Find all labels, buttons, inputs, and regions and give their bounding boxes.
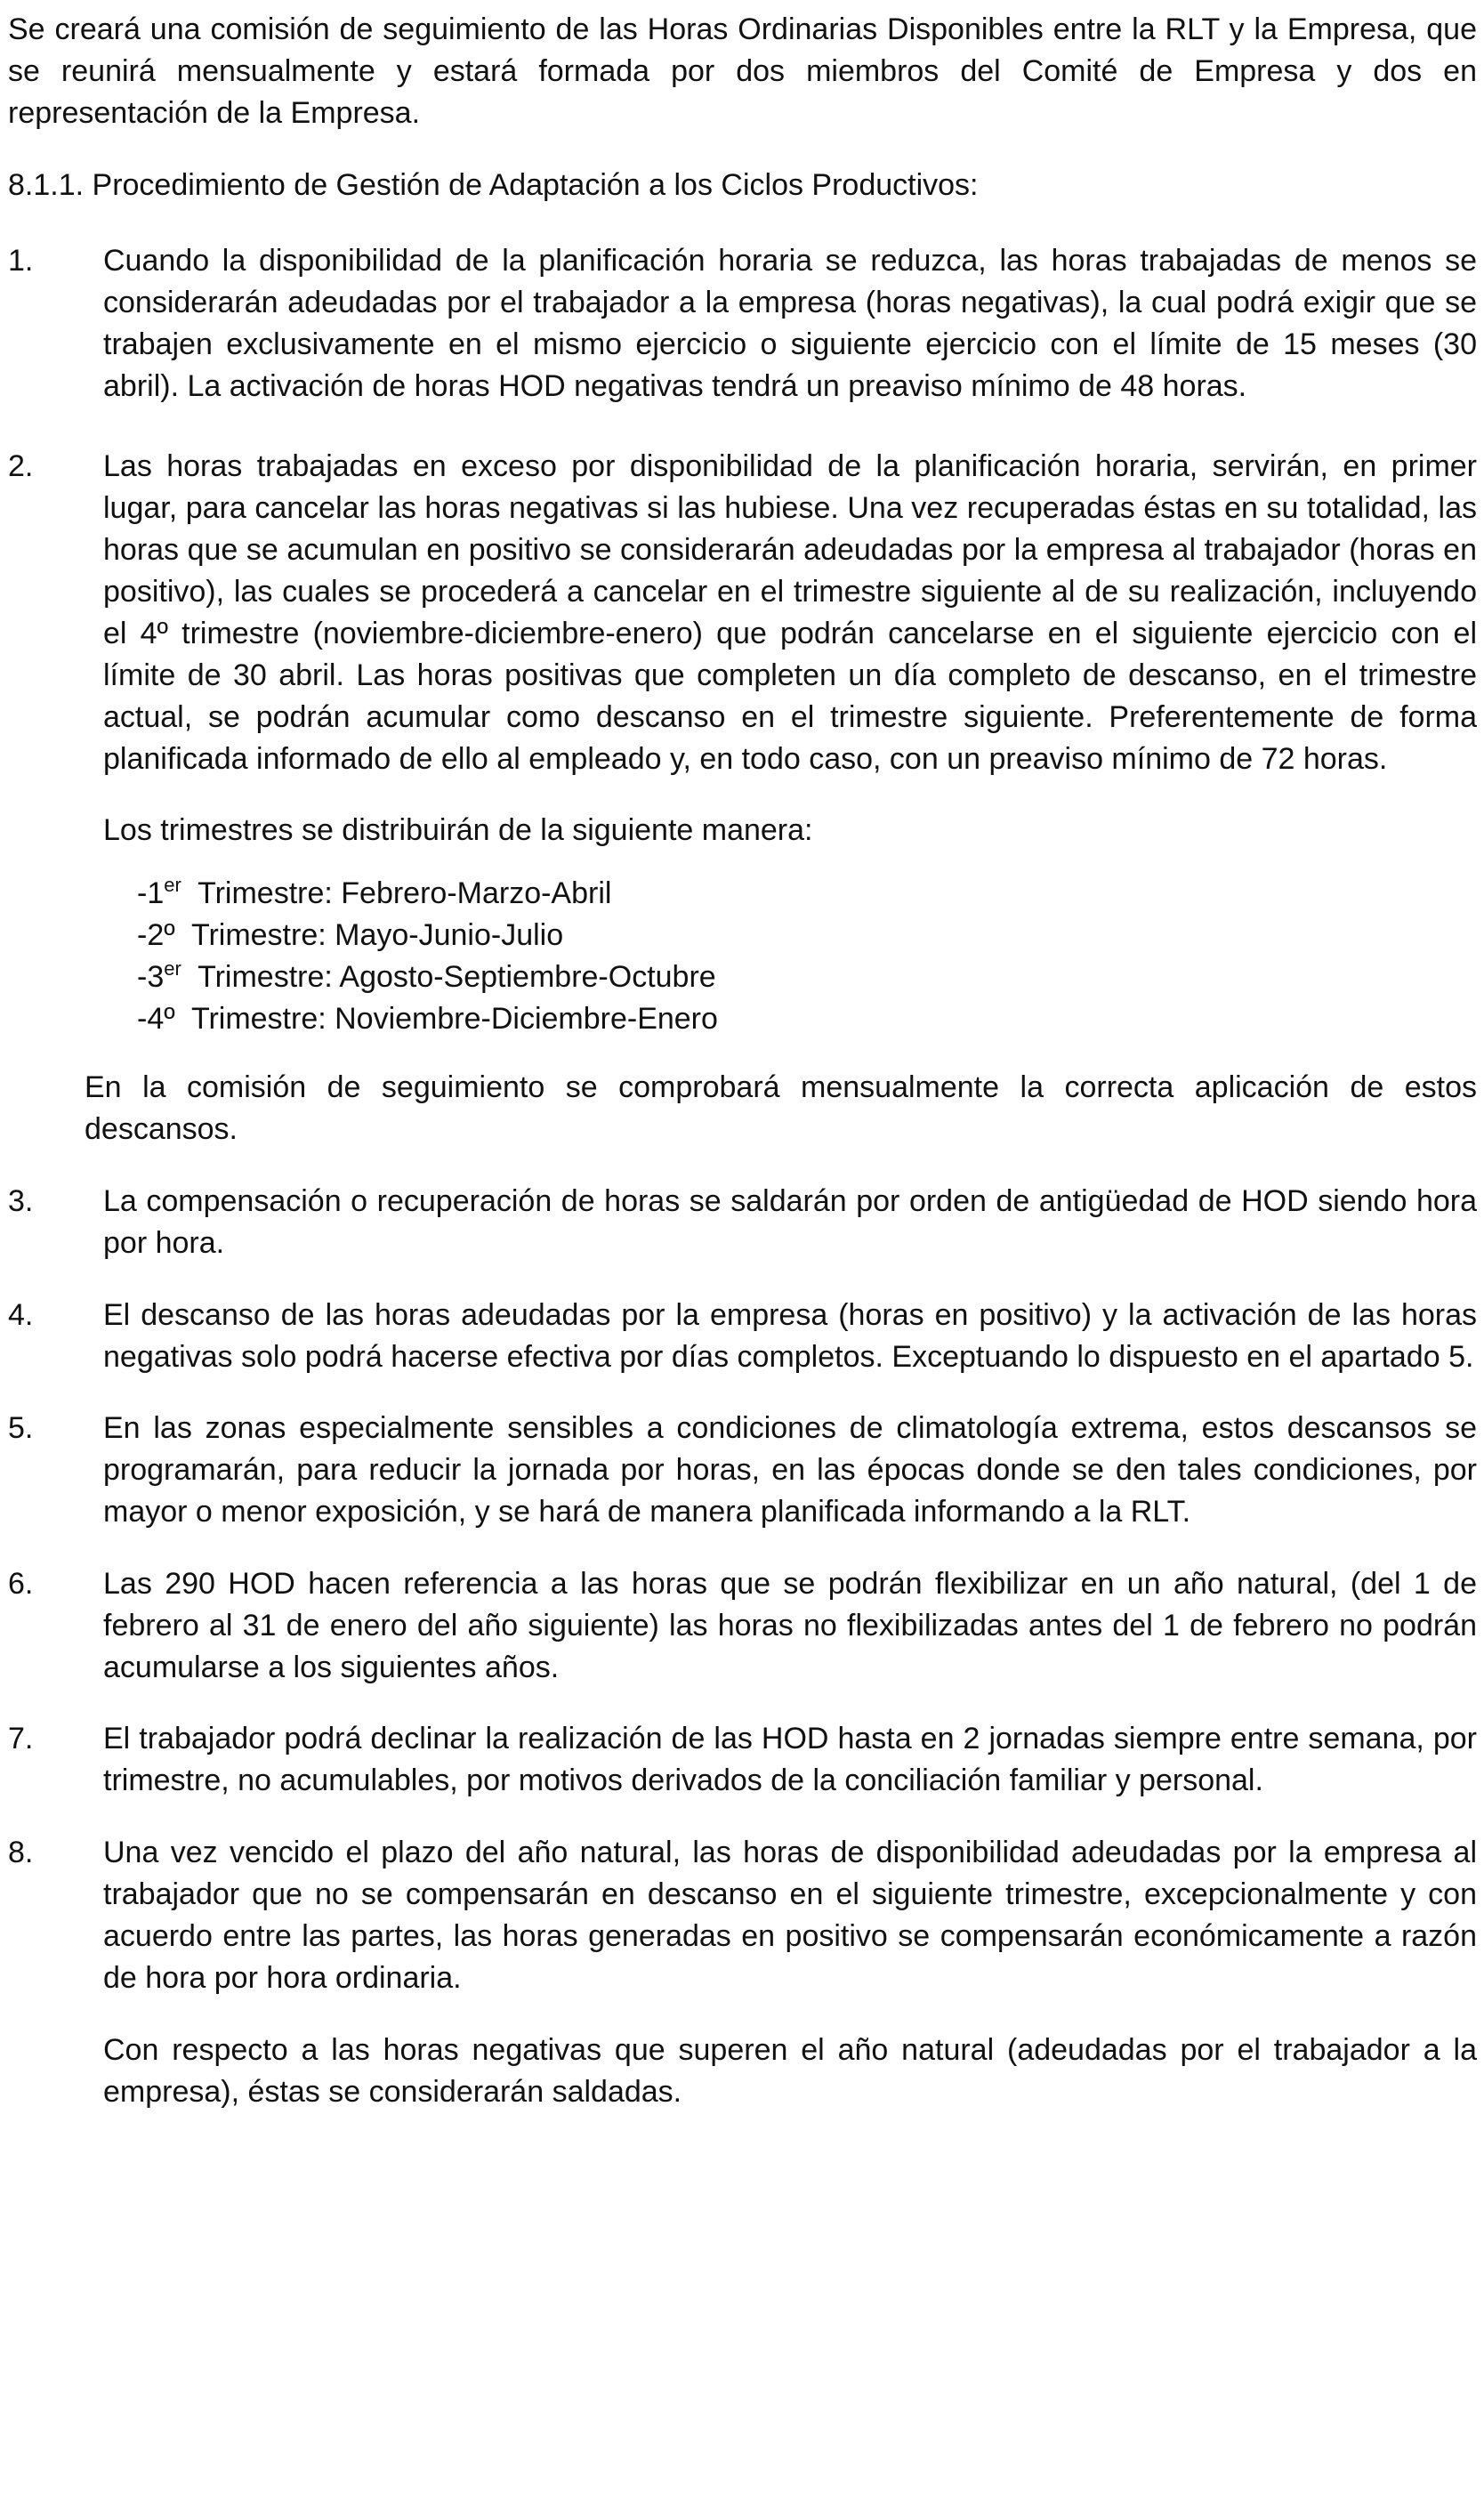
quarter-text: Trimestre: Noviembre-Diciembre-Enero <box>190 1002 718 1036</box>
quarter-ordinal: º <box>164 918 175 952</box>
quarter-ordinal: er <box>164 874 181 896</box>
list-item-5 <box>8 1408 1477 1533</box>
list-item-number: 1. <box>8 244 34 278</box>
section-heading: 8.1.1. Procedimiento de Gestión de Adaptación a los Ciclos Productivos: <box>8 168 979 202</box>
quarter-ordinal: º <box>164 1002 175 1036</box>
quarter-item-2 <box>137 915 1477 956</box>
list-item-4 <box>8 1295 1477 1378</box>
quarter-item-3 <box>137 956 1477 998</box>
quarters-list <box>103 873 1477 1040</box>
list-item-6 <box>8 1563 1477 1689</box>
quarter-number: -3 <box>137 960 165 994</box>
quarter-text: Trimestre: Mayo-Junio-Julio <box>190 918 564 952</box>
quarter-ordinal: er <box>164 957 181 980</box>
list-item-text: La compensación o recuperación de horas se saldarán por orden de antigüedad de HOD siendo hora por hora. <box>103 1184 1477 1260</box>
list-item-number: 2. <box>8 449 34 483</box>
quarters-intro: Los trimestres se distribuirán de la siguiente manera: <box>103 813 813 847</box>
list-item-number: 7. <box>8 1722 34 1755</box>
list-item-text: Las 290 HOD hacen referencia a las horas que se podrán flexibilizar en un año natural, (del 1 de febrero al 31 de enero del año siguiente) las horas no flexibilizadas antes del 1 de febrero no podrán acumularse a los siguientes años. <box>103 1567 1477 1684</box>
list-item-number: 3. <box>8 1184 34 1218</box>
list-item-text: El trabajador podrá declinar la realización de las HOD hasta en 2 jornadas siempre entre semana, por trimestre, no acumulables, por motivos derivados de la conciliación familiar y personal. <box>103 1722 1477 1797</box>
list-item-2 <box>8 446 1477 1040</box>
list-item-number: 6. <box>8 1567 34 1601</box>
list-item-text: Una vez vencido el plazo del año natural, las horas de disponibilidad adeudadas por la empresa al trabajador que no se compensarán en descanso en el siguiente trimestre, excepcionalmente y con acuerdo entre las partes, las horas generadas en positivo se compensarán económicamente a razón de hora por hora ordinaria. <box>103 1836 1477 1995</box>
list-item-text: Cuando la disponibilidad de la planificación horaria se reduzca, las horas trabajadas de menos se considerarán adeudadas por el trabajador a la empresa (horas negativas), la cual podrá exigir que se trabajen exclusivamente en el mismo ejercicio o siguiente ejercicio con el límite de 15 meses (30 abril). La activación de horas HOD negativas tendrá un preaviso mínimo de 48 horas. <box>103 244 1477 403</box>
quarter-number: -4 <box>137 1002 165 1036</box>
commission-paragraph: En la comisión de seguimiento se comprobará mensualmente la correcta aplicación de estos descansos. <box>85 1070 1477 1146</box>
quarter-text: Trimestre: Febrero-Marzo-Abril <box>198 876 612 910</box>
list-item-number: 4. <box>8 1298 34 1332</box>
list-item-8 <box>8 1832 1477 1999</box>
list-item-text: Las horas trabajadas en exceso por disponibilidad de la planificación horaria, servirán, en primer lugar, para cancelar las horas negativas si las hubiese. Una vez recuperadas éstas en su totalidad, las horas que se acumulan en positivo se considerarán adeudadas por la empresa al trabajador (horas en positivo), las cuales se procederá a cancelar en el trimestre siguiente al de su realización, incluyendo el 4º trimestre (noviembre-diciembre-enero) que podrán cancelarse en el siguiente ejercicio con el límite de 30 abril. Las horas positivas que completen un día completo de descanso, en el trimestre actual, se podrán acumular como descanso en el trimestre siguiente. Preferentemente de forma planificada informado de ello al empleado y, en todo caso, con un preaviso mínimo de 72 horas. <box>103 449 1477 776</box>
list-item-text: El descanso de las horas adeudadas por la empresa (horas en positivo) y la activación de las horas negativas solo podrá hacerse efectiva por días completos. Exceptuando lo dispuesto en el apartado 5. <box>103 1298 1477 1374</box>
list-item-7 <box>8 1718 1477 1802</box>
list-item-1 <box>8 240 1477 408</box>
quarter-item-4 <box>137 998 1477 1040</box>
list-item-number: 8. <box>8 1836 34 1869</box>
document-page <box>8 0 1477 2113</box>
quarter-number: -1 <box>137 876 165 910</box>
quarter-number: -2 <box>137 918 165 952</box>
list-item-text: En las zonas especialmente sensibles a condiciones de climatología extrema, estos descansos se programarán, para reducir la jornada por horas, en las épocas donde se den tales condiciones, por mayor o menor exposición, y se hará de manera planificada informando a la RLT. <box>103 1411 1477 1529</box>
quarter-text: Trimestre: Agosto-Septiembre-Octubre <box>198 960 716 994</box>
intro-paragraph: Se creará una comisión de seguimiento de las Horas Ordinarias Disponibles entre la RLT y la Empresa, que se reunirá mensualmente y estará formada por dos miembros del Comité de Empresa y dos en representación de la Empresa. <box>8 12 1477 130</box>
quarter-item-1 <box>137 873 1477 915</box>
list-item-number: 5. <box>8 1411 34 1445</box>
list-item-3 <box>8 1181 1477 1264</box>
closing-paragraph: Con respecto a las horas negativas que superen el año natural (adeudadas por el trabajador a la empresa), éstas se considerarán saldadas. <box>103 2033 1477 2109</box>
